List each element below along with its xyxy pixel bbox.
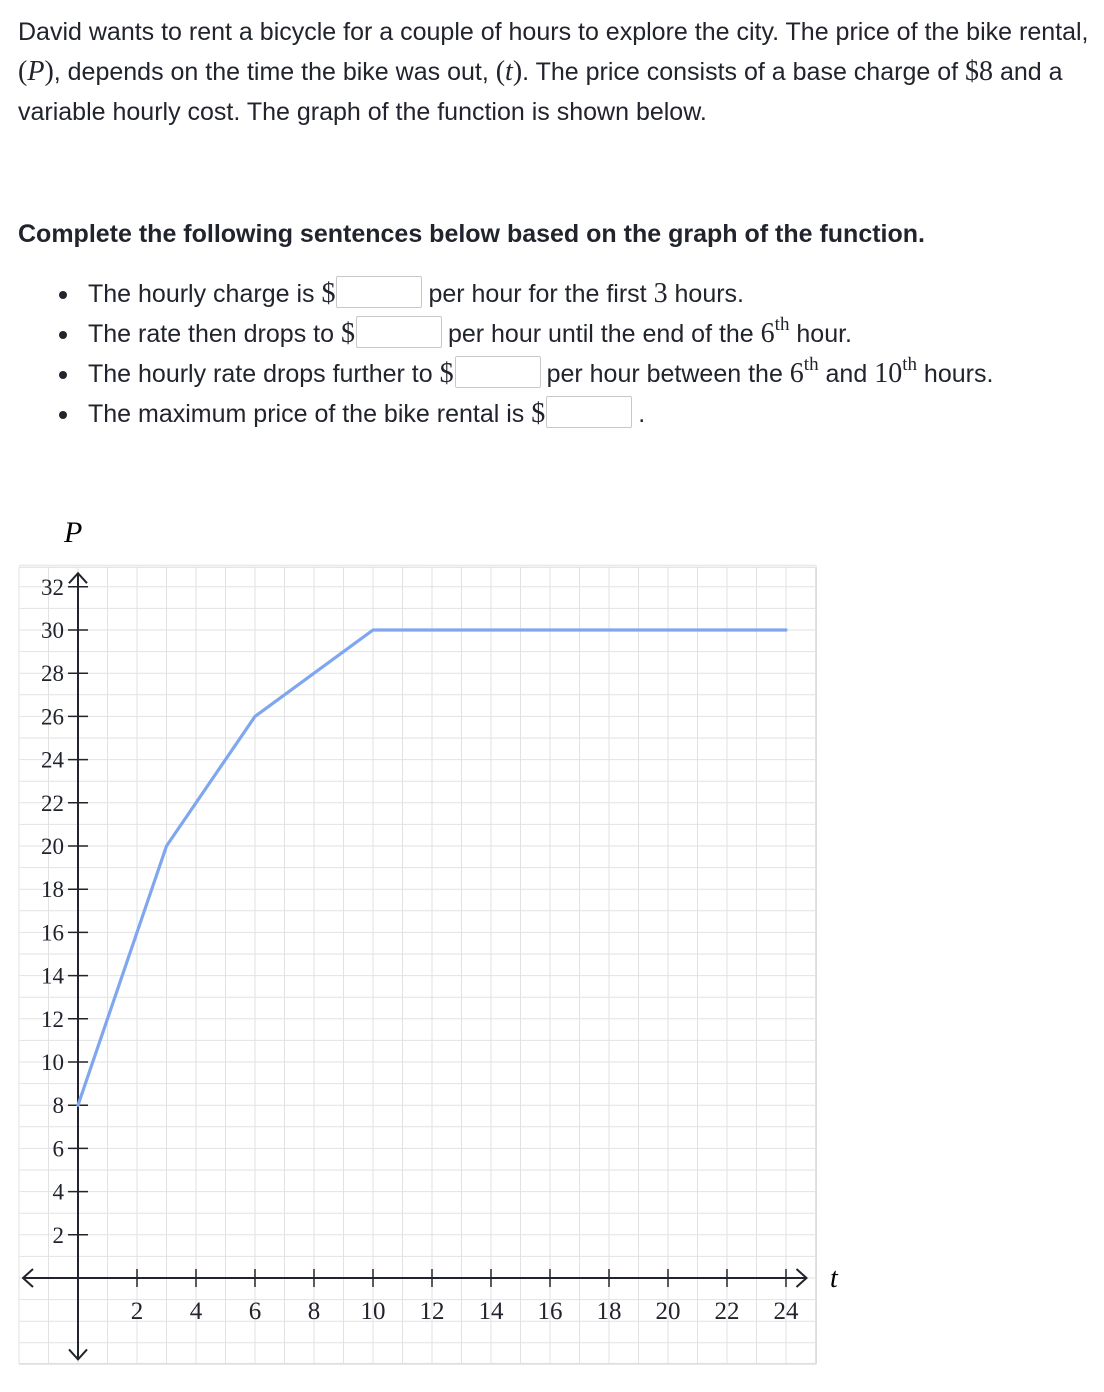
x-tick-label: 18 (596, 1298, 622, 1325)
hourly-charge-input[interactable] (336, 276, 422, 308)
intro-text-3: . The price consists of a base charge of (522, 58, 965, 86)
y-tick-label: 22 (41, 790, 64, 816)
y-tick-label: 16 (41, 920, 64, 946)
second-rate-input[interactable] (356, 316, 442, 348)
x-tick-label: 20 (655, 1298, 681, 1325)
x-tick-label: 24 (773, 1298, 799, 1325)
y-tick-label: 12 (41, 1006, 64, 1032)
x-tick-label: 12 (419, 1298, 445, 1325)
x-tick-label: 14 (478, 1298, 504, 1325)
y-tick-label: 18 (41, 877, 64, 903)
question-list (88, 274, 1078, 434)
x-tick-label: 4 (189, 1298, 203, 1325)
time-variable: (t) (495, 56, 523, 87)
third-rate-input[interactable] (455, 356, 541, 388)
x-tick-label: 16 (537, 1298, 563, 1325)
y-tick-label: 4 (52, 1179, 64, 1205)
question-hourly-charge: The hourly charge is $ per hour for the first 3 hours. (88, 274, 1078, 314)
price-graph (0, 505, 1104, 1385)
price-variable: (P) (18, 56, 54, 87)
y-tick-label: 6 (52, 1136, 64, 1162)
y-tick-label: 20 (41, 834, 64, 859)
max-price-input[interactable] (546, 396, 632, 428)
y-tick-label: 26 (41, 704, 64, 730)
x-tick-label: 2 (130, 1298, 144, 1325)
axes (23, 573, 807, 1359)
y-tick-label: 2 (52, 1222, 64, 1248)
x-tick-label: 6 (248, 1298, 262, 1325)
intro-text-2: , depends on the time the bike was out, (53, 58, 496, 86)
grid (19, 565, 817, 1364)
intro-text-1: David wants to rent a bicycle for a couple of hours to explore the city. The price of the bike rental, (18, 18, 1089, 46)
question-third-rate: The hourly rate drops further to $ per hour between the 6th and 10th hours. (88, 354, 1078, 394)
y-tick-label: 10 (41, 1050, 64, 1075)
grid-border (19, 567, 817, 1363)
problem-statement (18, 12, 1093, 132)
question-max-price: The maximum price of the bike rental is $ . (88, 394, 1078, 434)
y-tick-label: 14 (41, 963, 64, 989)
y-tick-label: 32 (41, 574, 64, 600)
question-second-rate: The rate then drops to $ per hour until the end of the 6th hour. (88, 314, 1078, 354)
tick-labels (41, 575, 799, 1325)
base-charge: $8 (965, 56, 993, 87)
x-tick-label: 8 (307, 1298, 321, 1325)
y-tick-label: 8 (52, 1093, 64, 1119)
instructions: Complete the following sentences below based on the graph of the function. (18, 220, 925, 248)
intro-text-4: and a variable hourly cost. The graph of the function is shown below. (18, 58, 1063, 126)
x-axis-label: t (830, 1263, 838, 1294)
x-tick-label: 10 (360, 1298, 386, 1325)
x-tick-label: 22 (714, 1298, 740, 1325)
y-tick-label: 28 (41, 661, 64, 687)
y-tick-label: 24 (41, 747, 64, 773)
y-axis-label: P (64, 516, 83, 549)
y-tick-label: 30 (41, 618, 64, 643)
